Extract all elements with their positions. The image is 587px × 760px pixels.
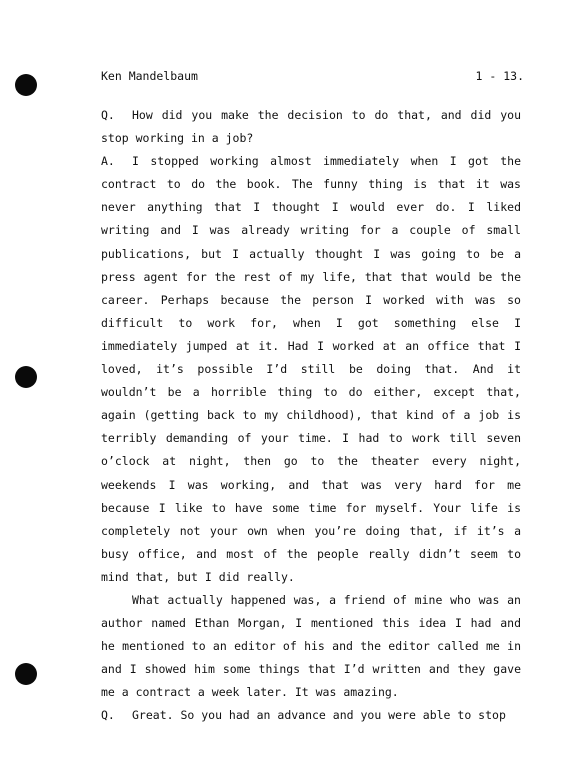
paragraph-text: How did you make the decision to do that, and did you stop working in a job? <box>101 108 521 146</box>
paragraph-text: What actually happened was, a friend of mine who was an author named Ethan Morgan, I mentioned this idea I had and he mentioned to an editor of his and the editor called me in and I showed him some things that I’d written and they gave me a contract a week later. It was amazing. <box>101 592 521 700</box>
page-number: 1 - 13. <box>475 69 524 83</box>
transcript-paragraph-answer-continued <box>101 589 521 704</box>
paragraph-text: Great. So you had an advance and you were able to stop <box>132 708 506 723</box>
interviewee-name: Ken Mandelbaum <box>101 69 198 83</box>
transcript-paragraph-question-2 <box>101 704 521 727</box>
binder-hole-middle <box>15 366 37 388</box>
page-header <box>101 67 524 85</box>
speaker-label: Q. <box>101 108 115 122</box>
speaker-label: Q. <box>101 708 115 723</box>
speaker-label: A. <box>101 154 115 169</box>
transcript-paragraph-answer-1 <box>101 150 521 589</box>
binder-hole-bottom <box>15 663 37 685</box>
paragraph-text: I stopped working almost immediately when I got the contract to do the book. The funny thing is that it was never anything that I thought I would ever do. I liked writing and I was already writing for a couple of small publications, but I actually thought I was going to be a press agent for the rest of my life, that that would be the career. Perhaps because the person I worked with was so difficult to work for, when I got something else I immediately jumped at it. Had I worked at an office that I loved, it’s possible I’d still be doing that. And it wouldn’t be a horrible thing to do either, except that, again (getting back to my childhood), that kind of a job is terribly demanding of your time. I had to work till seven o’clock at night, then go to the theater every night, weekends I was working, and that was very hard for me because I like to have some time for myself. Your life is completely not your own when you’re doing that, if it’s a busy office, and most of the people really didn’t seem to mind that, but I did really. <box>101 154 521 584</box>
binder-hole-top <box>15 74 37 96</box>
transcript-paragraph-question-1 <box>101 104 521 150</box>
transcript-body <box>101 104 521 728</box>
